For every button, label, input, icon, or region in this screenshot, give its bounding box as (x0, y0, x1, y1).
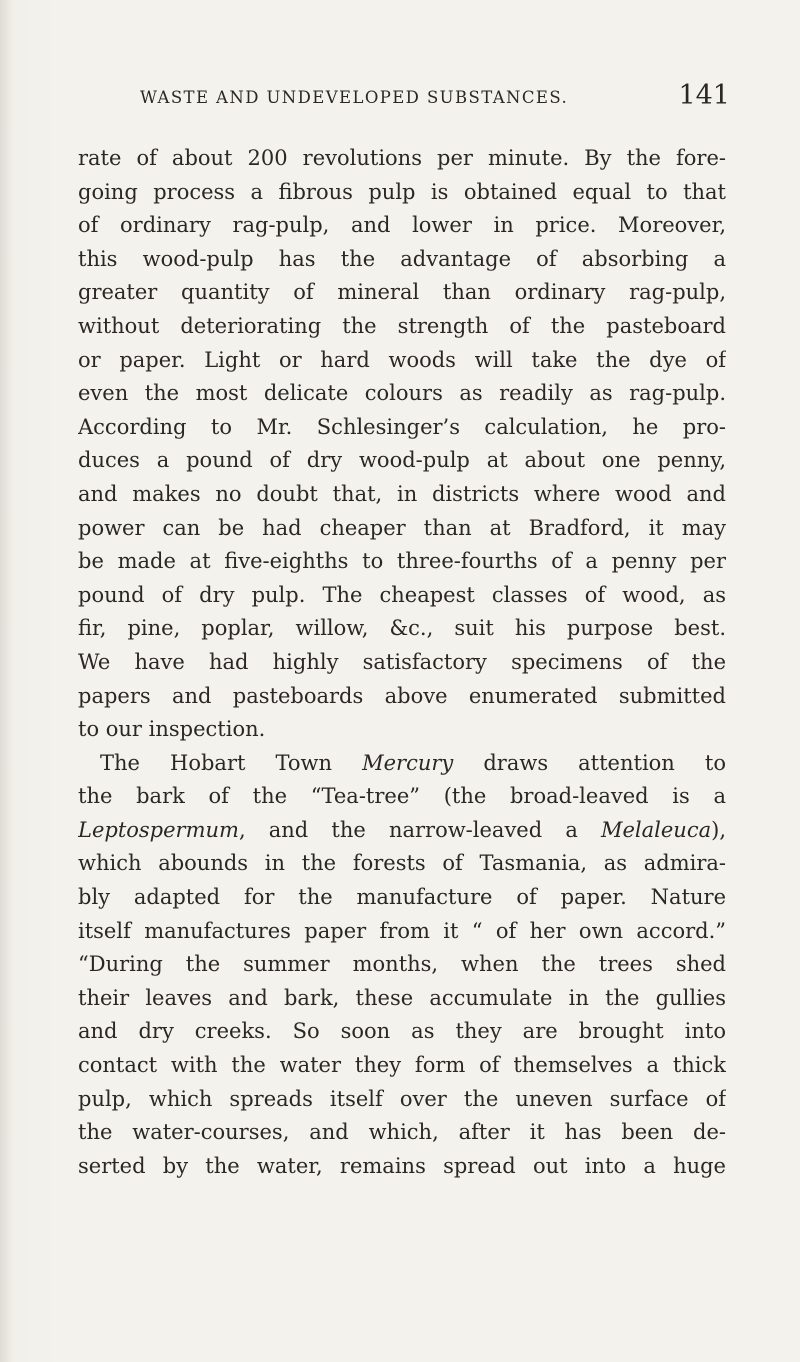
text-line: even the most delicate colours as readily as rag-pulp. (78, 381, 726, 406)
text-line (78, 814, 726, 848)
text-line: which abounds in the forests of Tasmania, as admira- (78, 851, 726, 876)
text-line: “During the summer months, when the trees shed (78, 952, 726, 977)
text-line: We have had highly satisfactory specimens of the (78, 649, 726, 674)
text-line: power can be had cheaper than at Bradford, it may (78, 515, 726, 540)
text-line: their leaves and bark, these accumulate in the gullies (78, 985, 726, 1010)
newspaper-title: Mercury (362, 750, 454, 775)
text-line: According to Mr. Schlesinger’s calculation, he pro- (78, 414, 726, 439)
paragraph-2 (78, 747, 726, 1184)
text-line: rate of about 200 revolutions per minute. By the fore- (78, 146, 726, 170)
text-line: to our inspection. (78, 717, 266, 742)
text-line: pulp, which spreads itself over the uneven surface of (78, 1086, 726, 1111)
text-line: be made at five-eighths to three-fourths of a penny per (78, 549, 726, 574)
text-line: and dry creeks. So soon as they are brought into (78, 1019, 726, 1044)
text-line: or paper. Light or hard woods will take the dye of (78, 347, 726, 372)
text-line: this wood-pulp has the advantage of absorbing a (78, 246, 726, 271)
text-line: bly adapted for the manufacture of paper. Nature (78, 885, 726, 910)
text-line: duces a pound of dry wood-pulp at about one penny, (78, 448, 726, 473)
text-line: the bark of the “Tea-tree” (the broad-leaved is a (78, 784, 726, 809)
text-line (78, 747, 726, 781)
text-line: papers and pasteboards above enumerated submitted (78, 683, 726, 708)
text-run: ), (711, 817, 726, 842)
text-line: serted by the water, remains spread out into a huge (78, 1153, 726, 1178)
page-header (90, 80, 730, 120)
text-line: greater quantity of mineral than ordinary rag-pulp, (78, 280, 726, 305)
text-line: pound of dry pulp. The cheapest classes of wood, as (78, 582, 726, 607)
paragraph-1 (78, 142, 726, 747)
text-line: going process a fibrous pulp is obtained equal to that (78, 179, 726, 204)
text-line: contact with the water they form of themselves a thick (78, 1053, 726, 1078)
text-run: draws attention to (453, 750, 726, 775)
text-line: without deteriorating the strength of the pasteboard (78, 313, 726, 338)
text-line: fir, pine, poplar, willow, &c., suit his purpose best. (78, 616, 726, 641)
text-line: of ordinary rag-pulp, and lower in price. Moreover, (78, 213, 726, 238)
text-run: The Hobart Town (100, 750, 363, 775)
body-text (78, 142, 726, 1183)
genus-name: Leptospermum (78, 817, 239, 842)
text-run: , and the narrow-leaved a (238, 817, 601, 842)
page-number: 141 (678, 80, 730, 111)
text-line: and makes no doubt that, in districts where wood and (78, 481, 726, 506)
text-line: the water-courses, and which, after it has been de- (78, 1120, 726, 1145)
genus-name: Melaleuca (601, 817, 712, 842)
running-head: WASTE AND UNDEVELOPED SUBSTANCES. (140, 88, 569, 107)
text-line: itself manufactures paper from it “ of her own accord.” (78, 918, 726, 943)
